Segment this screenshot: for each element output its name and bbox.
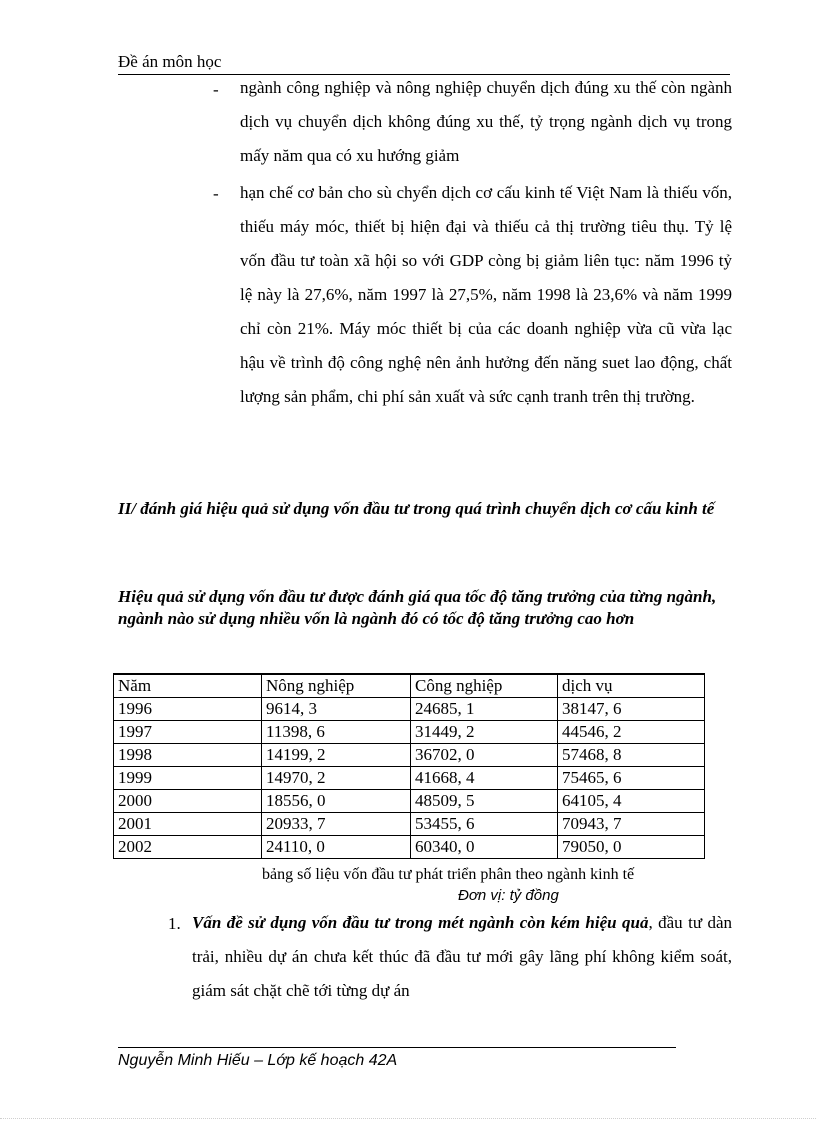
table-cell: 9614, 3 bbox=[262, 698, 411, 721]
table-cell: 24110, 0 bbox=[262, 836, 411, 859]
table-row bbox=[114, 721, 705, 744]
list-number: 1. bbox=[168, 914, 181, 933]
numbered-paragraph bbox=[192, 906, 732, 1008]
bullet-paragraph: hạn chế cơ bản cho sù chyển dịch cơ cấu kinh tế Việt Nam là thiếu vốn, thiếu máy móc, thiết bị hiện đại và thiếu cả thị trường tiêu thụ. Tỷ lệ vốn đầu tư toàn xã hội so với GDP còng bị giảm liên tục: năm 1996 tỷ lệ này là 27,6%, năm 1997 là 27,5%, năm 1998 là 23,6% và năm 1999 chỉ còn 21%. Máy móc thiết bị của các doanh nghiệp vừa cũ vừa lạc hậu về trình độ công nghệ nên ảnh hưởng đến năng suet lao động, chất lượng sản phẩm, chi phí sản xuất và sức cạnh tranh trên thị trường. bbox=[240, 183, 732, 406]
table-header-cell: Nông nghiệp bbox=[262, 674, 411, 698]
table-row bbox=[114, 836, 705, 859]
table-row bbox=[114, 698, 705, 721]
table-row bbox=[114, 767, 705, 790]
table-cell: 44546, 2 bbox=[558, 721, 705, 744]
table-cell: 31449, 2 bbox=[411, 721, 558, 744]
table-row bbox=[114, 790, 705, 813]
table-cell: 2000 bbox=[114, 790, 262, 813]
page-header: Đề án môn học bbox=[118, 52, 222, 71]
numbered-paragraph-body: , đầu tư dàn trải, nhiều dự án chưa kết thúc đã đầu tư mới gây lãng phí không kiểm soát, giám sát chặt chẽ tới từng dự án bbox=[192, 913, 732, 1000]
table-cell: 2002 bbox=[114, 836, 262, 859]
table-cell: 48509, 5 bbox=[411, 790, 558, 813]
table-cell: 79050, 0 bbox=[558, 836, 705, 859]
table-cell: 75465, 6 bbox=[558, 767, 705, 790]
table-row bbox=[114, 744, 705, 767]
table-header-cell: dịch vụ bbox=[558, 674, 705, 698]
table-cell: 11398, 6 bbox=[262, 721, 411, 744]
table-cell: 18556, 0 bbox=[262, 790, 411, 813]
bullet-mark: - bbox=[213, 80, 219, 99]
table-cell: 2001 bbox=[114, 813, 262, 836]
table-cell: 1998 bbox=[114, 744, 262, 767]
table-header-row bbox=[114, 674, 705, 698]
page-footer: Nguyễn Minh Hiếu – Lớp kế hoạch 42A bbox=[118, 1052, 398, 1069]
bullet-paragraph: ngành công nghiệp và nông nghiệp chuyển dịch đúng xu thế còn ngành dịch vụ chuyển dịch không đúng xu thế, tỷ trọng ngành dịch vụ trong mấy năm qua có xu hướng giảm bbox=[240, 78, 732, 165]
table-cell: 1997 bbox=[114, 721, 262, 744]
table-cell: 1999 bbox=[114, 767, 262, 790]
table-cell: 20933, 7 bbox=[262, 813, 411, 836]
numbered-paragraph-lead: Vấn đề sử dụng vốn đầu tư trong mét ngành còn kém hiệu quả bbox=[192, 913, 649, 932]
table-cell: 14199, 2 bbox=[262, 744, 411, 767]
investment-table bbox=[113, 673, 705, 859]
table-row bbox=[114, 813, 705, 836]
table-header-cell: Công nghiệp bbox=[411, 674, 558, 698]
table-cell: 60340, 0 bbox=[411, 836, 558, 859]
table-cell: 38147, 6 bbox=[558, 698, 705, 721]
table-cell: 1996 bbox=[114, 698, 262, 721]
table-caption: bảng số liệu vốn đầu tư phát triển phân theo ngành kinh tế bbox=[262, 866, 635, 883]
section-intro: Hiệu quả sử dụng vốn đầu tư được đánh giá qua tốc độ tăng trưởng của từng ngành, ngành nào sử dụng nhiều vốn là ngành đó có tốc độ tăng trưởng cao hơn bbox=[118, 587, 717, 628]
section-heading: II/ đánh giá hiệu quả sử dụng vốn đầu tư trong quá trình chuyển dịch cơ cấu kinh tế bbox=[118, 499, 715, 518]
table-cell: 57468, 8 bbox=[558, 744, 705, 767]
table-cell: 64105, 4 bbox=[558, 790, 705, 813]
table-header-cell: Năm bbox=[114, 674, 262, 698]
table-cell: 53455, 6 bbox=[411, 813, 558, 836]
footer-rule bbox=[118, 1047, 676, 1048]
page-edge bbox=[0, 1118, 816, 1119]
table-cell: 70943, 7 bbox=[558, 813, 705, 836]
table-cell: 24685, 1 bbox=[411, 698, 558, 721]
bullet-mark: - bbox=[213, 184, 219, 203]
table-cell: 36702, 0 bbox=[411, 744, 558, 767]
table-unit: Đơn vị: tỷ đồng bbox=[458, 887, 559, 904]
table-cell: 14970, 2 bbox=[262, 767, 411, 790]
table-cell: 41668, 4 bbox=[411, 767, 558, 790]
